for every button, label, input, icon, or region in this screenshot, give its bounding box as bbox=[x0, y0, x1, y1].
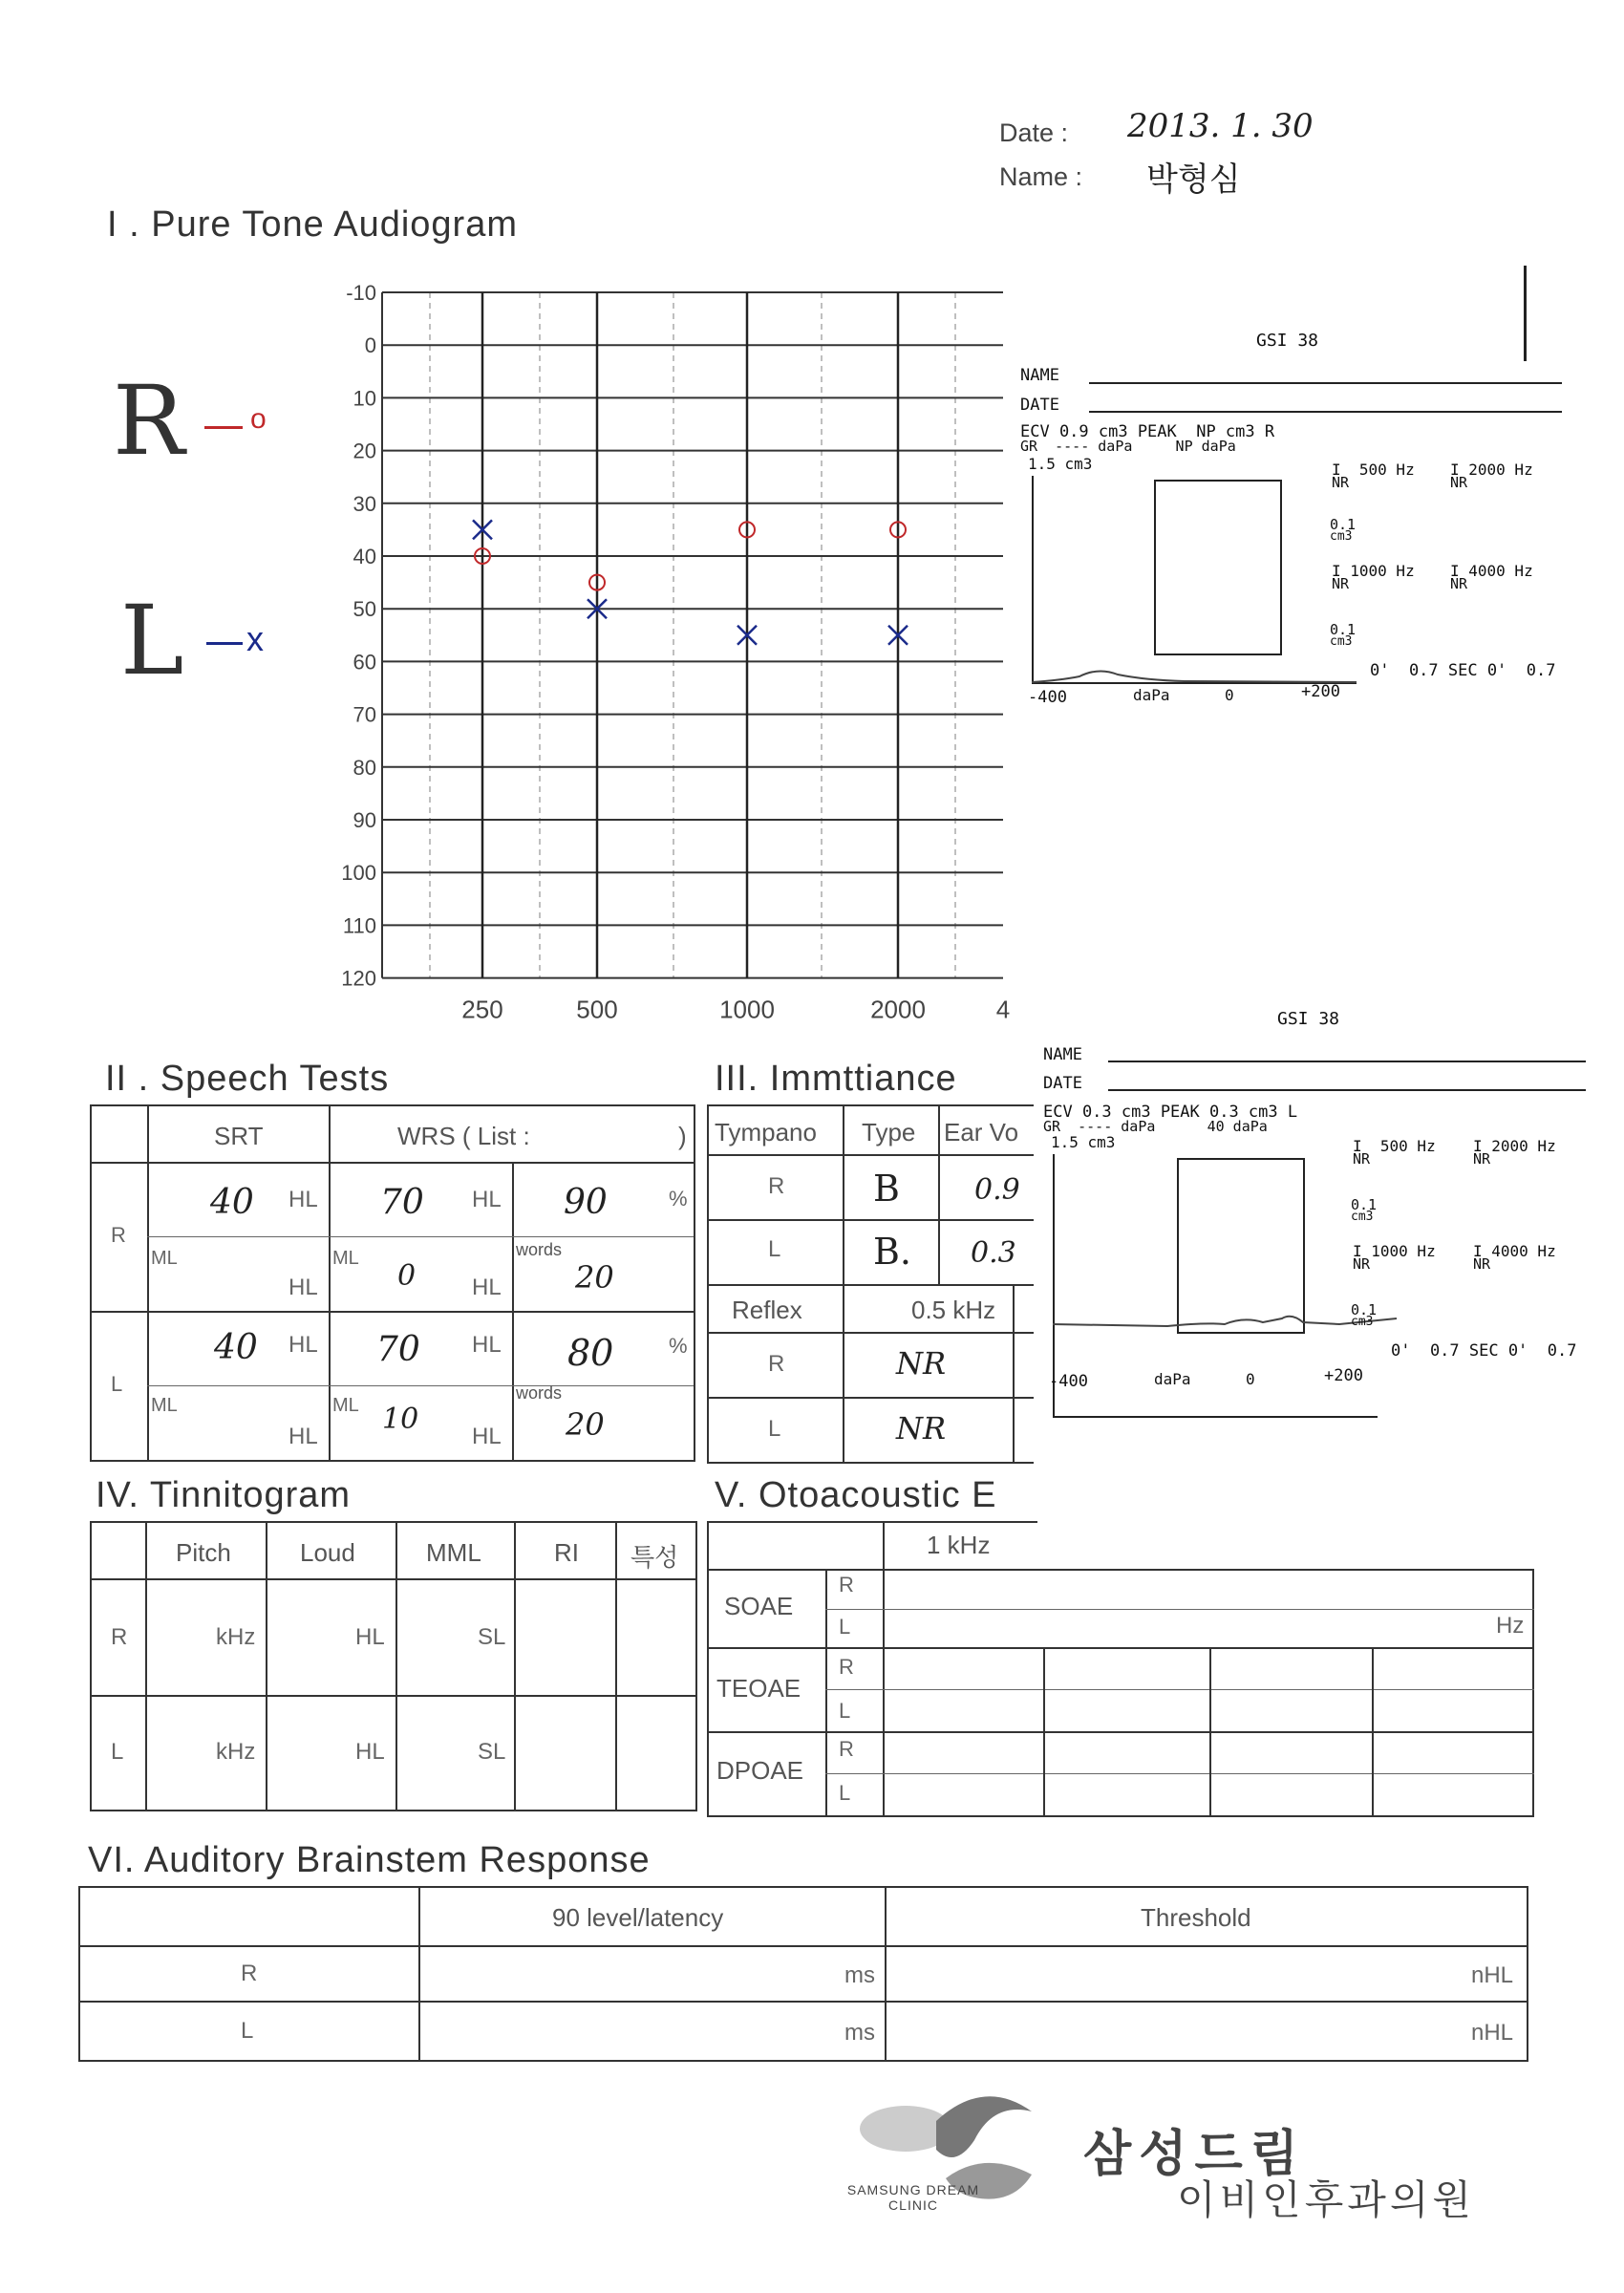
tymp-r-nr2: NR bbox=[1450, 474, 1468, 491]
clinic-name-en: SAMSUNG DREAM CLINIC bbox=[846, 2182, 980, 2213]
audiogram-y-tick: 30 bbox=[353, 491, 376, 516]
audiogram-y-tick: 100 bbox=[341, 861, 376, 886]
tymp-l-nr1: NR bbox=[1353, 1150, 1371, 1168]
tymp-r-gr: GR ---- daPa NP daPa bbox=[1020, 438, 1236, 455]
tympanogram-right bbox=[994, 227, 1624, 724]
speech-r-wrs-hl: 70 bbox=[380, 1183, 424, 1222]
tymp-l-xunit: daPa bbox=[1154, 1370, 1191, 1388]
oae-teoae-r: R bbox=[839, 1655, 854, 1679]
tymp-r-date-line bbox=[1089, 411, 1562, 413]
tymp-l-nr2: NR bbox=[1473, 1150, 1491, 1168]
date-value: 2013. 1. 30 bbox=[1127, 107, 1314, 145]
tymp-r-4000: I 4000 Hz bbox=[1450, 562, 1533, 580]
speech-l-srt: 40 bbox=[214, 1328, 258, 1367]
tymp-r-model: GSI 38 bbox=[1256, 331, 1319, 351]
clinic-name-ko-2: 이비인후과의원 bbox=[1177, 2177, 1476, 2222]
otoacoustic-title: V. Otoacoustic E bbox=[715, 1475, 997, 1515]
speech-r-label: R bbox=[111, 1223, 126, 1247]
speech-l-wrs-hl: 70 bbox=[376, 1330, 420, 1369]
speech-r-wrs-hl-unit: HL bbox=[472, 1187, 502, 1212]
audiogram-title: I . Pure Tone Audiogram bbox=[107, 204, 518, 245]
abr-r-ms: ms bbox=[844, 1962, 875, 1988]
imm-l-type: B. bbox=[873, 1231, 912, 1273]
audiogram-y-tick: 80 bbox=[353, 755, 376, 780]
audiogram-y-tick: 20 bbox=[353, 439, 376, 463]
tymp-l-name-label: NAME bbox=[1043, 1045, 1082, 1064]
tinn-l-hl: HL bbox=[355, 1739, 385, 1765]
imm-reflex-header: Reflex bbox=[732, 1296, 802, 1324]
abr-title: VI. Auditory Brainstem Response bbox=[88, 1840, 651, 1880]
speech-l-srt-ml-hl: HL bbox=[288, 1424, 318, 1449]
tinn-pitch-header: Pitch bbox=[176, 1538, 231, 1567]
speech-l-ml-hl-unit: HL bbox=[472, 1424, 502, 1449]
tinn-l-sl: SL bbox=[478, 1739, 506, 1765]
imm-type-header: Type bbox=[862, 1118, 916, 1146]
speech-l-srt-hl: HL bbox=[288, 1332, 318, 1358]
audiogram-x-tick: 2000 bbox=[870, 995, 926, 1024]
tymp-l-nr3: NR bbox=[1353, 1255, 1371, 1273]
tymp-r-xunit: daPa bbox=[1133, 686, 1170, 704]
imm-reflex-r-label: R bbox=[768, 1351, 785, 1377]
speech-r-ml-hl: 0 bbox=[397, 1259, 417, 1293]
audiogram-y-tick: 90 bbox=[353, 808, 376, 832]
imm-tympano-header: Tympano bbox=[715, 1118, 817, 1146]
tymp-l-xmax: +200 bbox=[1324, 1366, 1363, 1385]
tymp-r-scale01b: 0.1 bbox=[1330, 621, 1357, 638]
speech-wrs-close: ) bbox=[678, 1122, 687, 1150]
imm-earvol-header: Ear Vo bbox=[944, 1118, 1019, 1146]
tymp-r-nr4: NR bbox=[1450, 575, 1468, 592]
oae-dpoae-r: R bbox=[839, 1737, 854, 1761]
legend-l-mark: x bbox=[246, 619, 264, 658]
tymp-l-cm3b: cm3 bbox=[1351, 1315, 1374, 1329]
tinn-trait-header: 특성 bbox=[630, 1543, 679, 1572]
tymp-r-name-line bbox=[1089, 382, 1562, 384]
abr-l-nhl: nHL bbox=[1471, 2020, 1514, 2046]
speech-l-wrs-pct: 80 bbox=[567, 1332, 614, 1374]
audiogram-x-tick: 1000 bbox=[719, 995, 775, 1024]
speech-l-ml-hl: 10 bbox=[382, 1403, 419, 1436]
immittance-table bbox=[707, 1104, 1034, 1464]
imm-l-label: L bbox=[768, 1236, 781, 1262]
oae-dpoae-label: DPOAE bbox=[716, 1756, 804, 1785]
abr-r-label: R bbox=[241, 1961, 258, 1986]
speech-l-pct: % bbox=[669, 1334, 688, 1358]
tymp-l-500: I 500 Hz bbox=[1353, 1137, 1436, 1155]
imm-reflex-l-label: L bbox=[768, 1416, 781, 1442]
tymp-r-scale: 1.5 cm3 bbox=[1028, 455, 1093, 473]
legend-r-dash bbox=[204, 426, 243, 429]
abr-l-label: L bbox=[241, 2018, 254, 2044]
legend-r-letter: R bbox=[113, 365, 185, 477]
tymp-l-scale: 1.5 cm3 bbox=[1051, 1133, 1116, 1151]
tymp-l-scale01b: 0.1 bbox=[1351, 1301, 1378, 1318]
tymp-r-box bbox=[1154, 480, 1282, 655]
tymp-r-1000: I 1000 Hz bbox=[1332, 562, 1415, 580]
abr-r-nhl: nHL bbox=[1471, 1962, 1514, 1988]
tymp-l-model: GSI 38 bbox=[1277, 1009, 1340, 1029]
imm-r-type: B bbox=[873, 1168, 900, 1210]
tinn-ri-header: RI bbox=[554, 1538, 579, 1567]
tymp-r-nr1: NR bbox=[1332, 474, 1350, 491]
tymp-r-nr3: NR bbox=[1332, 575, 1350, 592]
speech-r-wrs-ml: ML bbox=[332, 1248, 359, 1269]
audiogram-chart bbox=[334, 277, 1011, 1024]
tinnitogram-table bbox=[90, 1521, 697, 1811]
tinnitogram-title: IV. Tinnitogram bbox=[96, 1475, 352, 1515]
legend-r-mark: o bbox=[250, 403, 267, 435]
tymp-r-scale01a: 0.1 bbox=[1330, 516, 1357, 533]
oae-teoae-label: TEOAE bbox=[716, 1674, 801, 1703]
speech-title: II . Speech Tests bbox=[105, 1059, 390, 1099]
tymp-r-pin bbox=[1524, 266, 1527, 361]
abr-col2-header: Threshold bbox=[1141, 1903, 1251, 1932]
audiogram-y-tick: 110 bbox=[342, 913, 376, 938]
audiogram-y-tick: 0 bbox=[364, 333, 376, 358]
speech-r-words: 20 bbox=[575, 1259, 614, 1296]
tymp-l-gr: GR ---- daPa 40 daPa bbox=[1043, 1118, 1268, 1135]
oae-teoae-l: L bbox=[839, 1699, 851, 1723]
speech-r-srt-ml: ML bbox=[151, 1248, 178, 1269]
tymp-l-time: 0' 0.7 SEC 0' 0.7 bbox=[1391, 1341, 1577, 1361]
legend-l-letter: L bbox=[120, 585, 184, 696]
tinn-l-khz: kHz bbox=[216, 1739, 256, 1765]
tymp-l-xzero: 0 bbox=[1246, 1370, 1255, 1388]
clinic-name-ko-1: 삼성드림 bbox=[1083, 2127, 1306, 2182]
tymp-l-xmin: -400 bbox=[1049, 1372, 1088, 1391]
tinn-r-khz: kHz bbox=[216, 1624, 256, 1650]
tinn-r-hl: HL bbox=[355, 1624, 385, 1650]
speech-l-wrs-ml: ML bbox=[332, 1395, 359, 1416]
speech-srt-header: SRT bbox=[214, 1122, 264, 1150]
speech-r-wrs-pct: 90 bbox=[564, 1183, 608, 1222]
tymp-r-cm3a: cm3 bbox=[1330, 529, 1353, 544]
audiogram-y-tick: 70 bbox=[353, 702, 376, 727]
audiogram-y-tick: 120 bbox=[341, 966, 376, 991]
tymp-r-2000: I 2000 Hz bbox=[1450, 461, 1533, 479]
imm-reflex-l: NR bbox=[896, 1410, 947, 1447]
tymp-l-2000: I 2000 Hz bbox=[1473, 1137, 1556, 1155]
tymp-l-plot-base bbox=[1053, 1416, 1378, 1418]
imm-r-label: R bbox=[768, 1173, 785, 1199]
imm-l-vol: 0.3 bbox=[971, 1236, 1016, 1270]
legend-l-dash bbox=[206, 642, 243, 645]
tinn-r-sl: SL bbox=[478, 1624, 506, 1650]
abr-col1-header: 90 level/latency bbox=[552, 1903, 724, 1932]
tymp-l-name-line bbox=[1108, 1061, 1586, 1062]
tymp-l-scale01a: 0.1 bbox=[1351, 1196, 1378, 1213]
audiogram-y-tick: 50 bbox=[353, 597, 376, 622]
speech-wrs-header: WRS ( List : bbox=[397, 1122, 530, 1150]
audiogram-x-tick: 4 bbox=[995, 995, 1011, 1024]
speech-r-srt-ml-hl: HL bbox=[288, 1275, 318, 1300]
speech-l-wrs-hl-unit: HL bbox=[472, 1332, 502, 1358]
tymp-l-nr4: NR bbox=[1473, 1255, 1491, 1273]
tymp-l-4000: I 4000 Hz bbox=[1473, 1242, 1556, 1260]
tymp-l-1000: I 1000 Hz bbox=[1353, 1242, 1436, 1260]
speech-table bbox=[90, 1104, 695, 1462]
tymp-r-cm3b: cm3 bbox=[1330, 634, 1353, 649]
oae-soae-r: R bbox=[839, 1573, 854, 1597]
imm-reflex-r: NR bbox=[896, 1345, 947, 1382]
audiogram-y-tick: 40 bbox=[353, 545, 376, 568]
abr-l-ms: ms bbox=[844, 2020, 875, 2046]
speech-l-label: L bbox=[111, 1372, 123, 1396]
tinn-loud-header: Loud bbox=[300, 1538, 355, 1567]
speech-r-srt-hl: HL bbox=[288, 1187, 318, 1212]
tymp-r-date-label: DATE bbox=[1020, 396, 1059, 415]
otoacoustic-table bbox=[707, 1521, 1534, 1817]
speech-r-srt: 40 bbox=[210, 1183, 254, 1222]
oae-1khz-header: 1 kHz bbox=[927, 1531, 991, 1559]
tymp-l-date-line bbox=[1108, 1089, 1586, 1091]
name-value: 박형심 bbox=[1146, 161, 1241, 199]
tymp-l-ecv: ECV 0.3 cm3 PEAK 0.3 cm3 L bbox=[1043, 1103, 1298, 1122]
imm-khz-header: 0.5 kHz bbox=[911, 1296, 996, 1324]
tinn-mml-header: MML bbox=[426, 1538, 481, 1567]
oae-dpoae-l: L bbox=[839, 1781, 851, 1805]
audiogram-y-tick: 60 bbox=[353, 650, 376, 675]
imm-r-vol: 0.9 bbox=[974, 1173, 1020, 1207]
speech-r-pct: % bbox=[669, 1187, 688, 1211]
tymp-r-xmax: +200 bbox=[1301, 682, 1340, 701]
audiogram-y-tick: -10 bbox=[346, 281, 376, 305]
tymp-r-ecv: ECV 0.9 cm3 PEAK NP cm3 R bbox=[1020, 422, 1275, 441]
oae-soae-l: L bbox=[839, 1615, 851, 1639]
speech-r-words-label: words bbox=[516, 1240, 563, 1259]
oae-soae-hz: Hz bbox=[1496, 1613, 1525, 1639]
audiogram-x-tick: 500 bbox=[576, 995, 618, 1024]
tymp-r-name-label: NAME bbox=[1020, 366, 1059, 385]
tymp-r-xmin: -400 bbox=[1028, 688, 1067, 707]
speech-l-words: 20 bbox=[566, 1406, 605, 1443]
speech-l-words-label: words bbox=[516, 1383, 563, 1403]
tymp-l-date-label: DATE bbox=[1043, 1074, 1082, 1093]
immittance-title: III. Immttiance bbox=[715, 1059, 957, 1099]
audiogram-y-tick: 10 bbox=[353, 386, 376, 411]
tymp-r-time: 0' 0.7 SEC 0' 0.7 bbox=[1370, 661, 1556, 680]
tinn-l-label: L bbox=[111, 1739, 124, 1765]
tymp-l-cm3a: cm3 bbox=[1351, 1210, 1374, 1224]
tymp-r-500: I 500 Hz bbox=[1332, 461, 1415, 479]
oae-soae-label: SOAE bbox=[724, 1592, 794, 1620]
audiogram-x-tick: 250 bbox=[461, 995, 503, 1024]
tinn-r-label: R bbox=[111, 1624, 128, 1650]
speech-l-srt-ml: ML bbox=[151, 1395, 178, 1416]
date-label: Date : bbox=[999, 118, 1069, 147]
name-label: Name : bbox=[999, 162, 1083, 191]
tymp-r-xzero: 0 bbox=[1225, 686, 1234, 704]
tymp-r-trace bbox=[1032, 648, 1357, 686]
speech-r-ml-hl-unit: HL bbox=[472, 1275, 502, 1300]
abr-table bbox=[78, 1886, 1528, 2062]
tympanogram-left bbox=[1013, 1003, 1624, 1404]
